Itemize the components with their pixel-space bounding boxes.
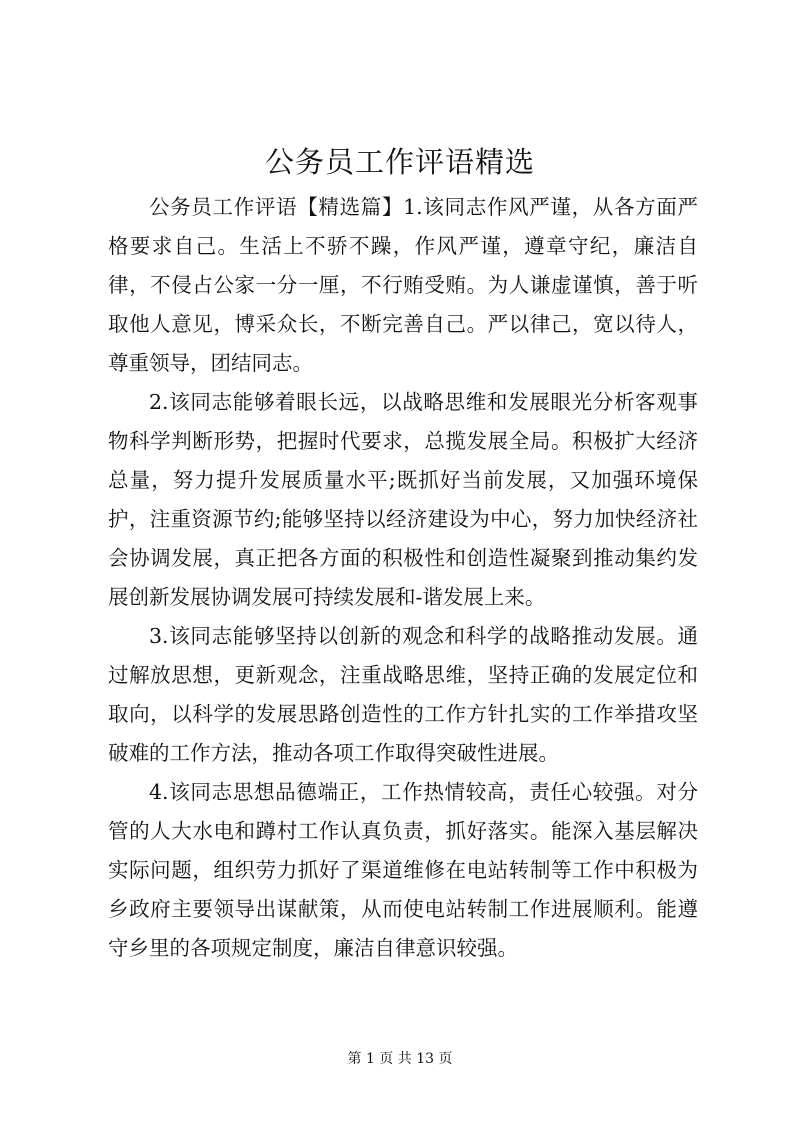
paragraph-4: 4.该同志思想品德端正，工作热情较高，责任心较强。对分管的人大水电和蹲村工作认真负责，抓好落实。能深入基层解决实际问题，组织劳力抓好了渠道维修在电站转制等工作中积极为乡政府主要领导出谋献策，从而使电站转制工作进展顺利。能遵守乡里的各项规定制度，廉洁自律意识较强。 <box>108 780 698 960</box>
paragraph-1: 公务员工作评语【精选篇】1.该同志作风严谨，从各方面严格要求自己。生活上不骄不躁，作风严谨，遵章守纪，廉洁自律，不侵占公家一分一厘，不行贿受贿。为人谦虚谨慎，善于听取他人意见，博采众长，不断完善自己。严以律己，宽以待人，尊重领导，团结同志。 <box>108 195 698 375</box>
document-body <box>108 188 698 968</box>
document-title: 公务员工作评语精选 <box>264 145 535 179</box>
page-number: 第 1 页 共 13 页 <box>347 1051 453 1067</box>
page-footer <box>0 1049 800 1069</box>
paragraph-3: 3.该同志能够坚持以创新的观念和科学的战略推动发展。通过解放思想，更新观念，注重战略思维，坚持正确的发展定位和取向，以科学的发展思路创造性的工作方针扎实的工作举措攻坚破难的工作方法，推动各项工作取得突破性进展。 <box>108 624 698 765</box>
paragraph-2: 2.该同志能够着眼长远，以战略思维和发展眼光分析客观事物科学判断形势，把握时代要求，总揽发展全局。积极扩大经济总量，努力提升发展质量水平;既抓好当前发展，又加强环境保护，注重资源节约;能够坚持以经济建设为中心，努力加快经济社会协调发展，真正把各方面的积极性和创造性凝聚到推动集约发展创新发展协调发展可持续发展和-谐发展上来。 <box>108 390 698 609</box>
